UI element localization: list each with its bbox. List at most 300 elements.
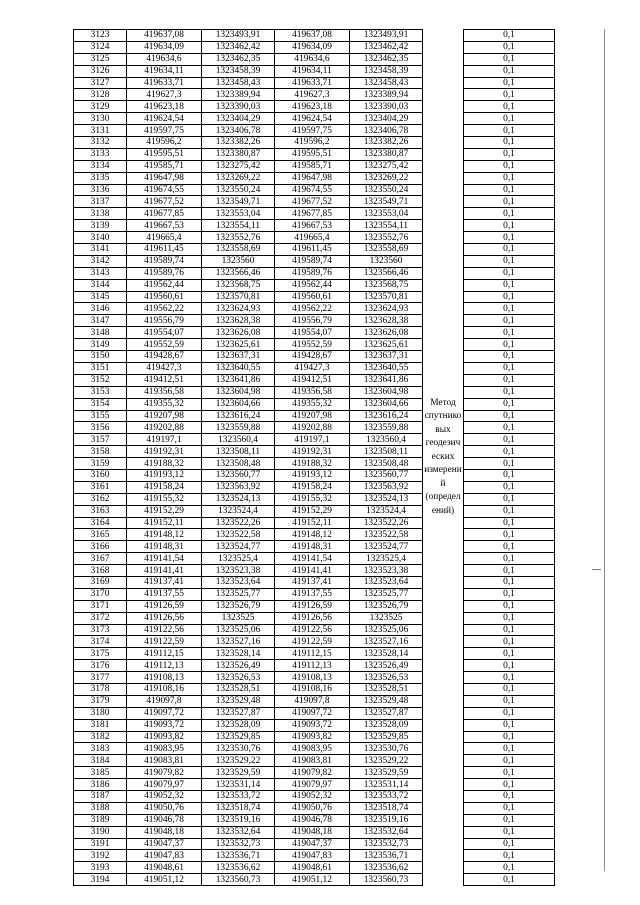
x-coordinate-cell: 419597,75 xyxy=(127,125,202,137)
table-row xyxy=(74,767,555,779)
x-coordinate-cell: 419152,29 xyxy=(275,505,350,517)
y-coordinate-cell: 1323550,24 xyxy=(350,184,423,196)
y-coordinate-cell: 1323523,64 xyxy=(350,576,423,588)
x-coordinate-cell: 419152,29 xyxy=(127,505,202,517)
y-coordinate-cell: 1323529,59 xyxy=(350,767,423,779)
x-coordinate-cell: 419674,55 xyxy=(275,184,350,196)
accuracy-cell: 0,1 xyxy=(464,160,555,172)
y-coordinate-cell: 1323529,85 xyxy=(350,731,423,743)
x-coordinate-cell: 419202,88 xyxy=(275,422,350,434)
y-coordinate-cell: 1323560,73 xyxy=(350,874,423,886)
x-coordinate-cell: 419677,52 xyxy=(127,196,202,208)
y-coordinate-cell: 1323522,58 xyxy=(202,529,275,541)
table-row xyxy=(74,255,555,267)
point-number-cell: 3192 xyxy=(74,850,127,862)
y-coordinate-cell: 1323518,74 xyxy=(202,802,275,814)
point-number-cell: 3180 xyxy=(74,707,127,719)
x-coordinate-cell: 419596,2 xyxy=(127,137,202,149)
x-coordinate-cell: 419079,82 xyxy=(127,767,202,779)
y-coordinate-cell: 1323533,72 xyxy=(350,791,423,803)
accuracy-cell: 0,1 xyxy=(464,303,555,315)
point-number-cell: 3191 xyxy=(74,838,127,850)
y-coordinate-cell: 1323527,16 xyxy=(350,636,423,648)
y-coordinate-cell: 1323390,03 xyxy=(202,101,275,113)
x-coordinate-cell: 419052,32 xyxy=(127,791,202,803)
accuracy-cell: 0,1 xyxy=(464,493,555,505)
x-coordinate-cell: 419634,09 xyxy=(127,41,202,53)
accuracy-cell: 0,1 xyxy=(464,374,555,386)
x-coordinate-cell: 419122,59 xyxy=(127,636,202,648)
point-number-cell: 3147 xyxy=(74,315,127,327)
y-coordinate-cell: 1323528,14 xyxy=(350,648,423,660)
accuracy-cell: 0,1 xyxy=(464,850,555,862)
y-coordinate-cell: 1323524,4 xyxy=(202,505,275,517)
x-coordinate-cell: 419624,54 xyxy=(275,113,350,125)
accuracy-cell: 0,1 xyxy=(464,660,555,672)
x-coordinate-cell: 419083,81 xyxy=(127,755,202,767)
accuracy-cell: 0,1 xyxy=(464,600,555,612)
table-row xyxy=(74,612,555,624)
accuracy-cell: 0,1 xyxy=(464,588,555,600)
point-number-cell: 3129 xyxy=(74,101,127,113)
table-row xyxy=(74,850,555,862)
table-row xyxy=(74,481,555,493)
point-number-cell: 3165 xyxy=(74,529,127,541)
x-coordinate-cell: 419079,82 xyxy=(275,767,350,779)
table-row xyxy=(74,30,555,42)
point-number-cell: 3161 xyxy=(74,481,127,493)
table-row xyxy=(74,862,555,874)
y-coordinate-cell: 1323552,76 xyxy=(350,232,423,244)
y-coordinate-cell: 1323625,61 xyxy=(202,339,275,351)
y-coordinate-cell: 1323529,22 xyxy=(202,755,275,767)
accuracy-cell: 0,1 xyxy=(464,255,555,267)
y-coordinate-cell: 1323560,77 xyxy=(202,469,275,481)
method-note: Метод спутнико вых геодезич еских измерени й (определ ений) xyxy=(424,397,462,516)
y-coordinate-cell: 1323519,16 xyxy=(350,814,423,826)
x-coordinate-cell: 419051,12 xyxy=(127,874,202,886)
coordinates-table-body xyxy=(74,30,555,886)
y-coordinate-cell: 1323458,39 xyxy=(202,65,275,77)
x-coordinate-cell: 419560,61 xyxy=(127,291,202,303)
y-coordinate-cell: 1323624,93 xyxy=(350,303,423,315)
y-coordinate-cell: 1323526,53 xyxy=(202,672,275,684)
accuracy-cell: 0,1 xyxy=(464,53,555,65)
x-coordinate-cell: 419634,6 xyxy=(127,53,202,65)
x-coordinate-cell: 419665,4 xyxy=(275,232,350,244)
y-coordinate-cell: 1323558,69 xyxy=(202,244,275,256)
x-coordinate-cell: 419556,79 xyxy=(127,315,202,327)
x-coordinate-cell: 419141,41 xyxy=(275,565,350,577)
x-coordinate-cell: 419595,51 xyxy=(127,148,202,160)
y-coordinate-cell: 1323523,64 xyxy=(202,576,275,588)
x-coordinate-cell: 419627,3 xyxy=(127,89,202,101)
table-row xyxy=(74,874,555,886)
point-number-cell: 3126 xyxy=(74,65,127,77)
table-row xyxy=(74,838,555,850)
accuracy-cell: 0,1 xyxy=(464,458,555,470)
point-number-cell: 3186 xyxy=(74,779,127,791)
accuracy-cell: 0,1 xyxy=(464,172,555,184)
x-coordinate-cell: 419595,51 xyxy=(275,148,350,160)
x-coordinate-cell: 419560,61 xyxy=(275,291,350,303)
x-coordinate-cell: 419141,41 xyxy=(127,565,202,577)
y-coordinate-cell: 1323536,62 xyxy=(350,862,423,874)
point-number-cell: 3160 xyxy=(74,469,127,481)
x-coordinate-cell: 419192,31 xyxy=(127,446,202,458)
x-coordinate-cell: 419126,59 xyxy=(127,600,202,612)
y-coordinate-cell: 1323528,09 xyxy=(350,719,423,731)
y-coordinate-cell: 1323522,26 xyxy=(202,517,275,529)
x-coordinate-cell: 419633,71 xyxy=(127,77,202,89)
table-row xyxy=(74,458,555,470)
point-number-cell: 3123 xyxy=(74,30,127,42)
x-coordinate-cell: 419126,56 xyxy=(127,612,202,624)
x-coordinate-cell: 419562,22 xyxy=(275,303,350,315)
accuracy-cell: 0,1 xyxy=(464,446,555,458)
point-number-cell: 3179 xyxy=(74,695,127,707)
y-coordinate-cell: 1323553,04 xyxy=(350,208,423,220)
table-row xyxy=(74,648,555,660)
x-coordinate-cell: 419148,12 xyxy=(275,529,350,541)
accuracy-cell: 0,1 xyxy=(464,481,555,493)
accuracy-cell: 0,1 xyxy=(464,707,555,719)
x-coordinate-cell: 419667,53 xyxy=(127,220,202,232)
y-coordinate-cell: 1323624,93 xyxy=(202,303,275,315)
y-coordinate-cell: 1323530,76 xyxy=(350,743,423,755)
x-coordinate-cell: 419097,72 xyxy=(127,707,202,719)
y-coordinate-cell: 1323640,55 xyxy=(202,362,275,374)
table-row xyxy=(74,493,555,505)
y-coordinate-cell: 1323560,73 xyxy=(202,874,275,886)
point-number-cell: 3188 xyxy=(74,802,127,814)
y-coordinate-cell: 1323525,4 xyxy=(350,553,423,565)
x-coordinate-cell: 419623,18 xyxy=(275,101,350,113)
y-coordinate-cell: 1323528,51 xyxy=(350,683,423,695)
y-coordinate-cell: 1323380,87 xyxy=(350,148,423,160)
x-coordinate-cell: 419355,32 xyxy=(275,398,350,410)
y-coordinate-cell: 1323406,78 xyxy=(202,125,275,137)
x-coordinate-cell: 419097,8 xyxy=(127,695,202,707)
x-coordinate-cell: 419112,13 xyxy=(127,660,202,672)
x-coordinate-cell: 419647,98 xyxy=(127,172,202,184)
y-coordinate-cell: 1323570,81 xyxy=(350,291,423,303)
x-coordinate-cell: 419207,98 xyxy=(127,410,202,422)
table-row xyxy=(74,351,555,363)
point-number-cell: 3190 xyxy=(74,826,127,838)
table-row xyxy=(74,327,555,339)
point-number-cell: 3164 xyxy=(74,517,127,529)
x-coordinate-cell: 419428,67 xyxy=(275,351,350,363)
point-number-cell: 3153 xyxy=(74,386,127,398)
accuracy-cell: 0,1 xyxy=(464,695,555,707)
x-coordinate-cell: 419093,72 xyxy=(275,719,350,731)
x-coordinate-cell: 419562,22 xyxy=(127,303,202,315)
accuracy-cell: 0,1 xyxy=(464,244,555,256)
x-coordinate-cell: 419137,55 xyxy=(127,588,202,600)
x-coordinate-cell: 419637,08 xyxy=(127,30,202,42)
x-coordinate-cell: 419589,76 xyxy=(275,267,350,279)
point-number-cell: 3193 xyxy=(74,862,127,874)
point-number-cell: 3166 xyxy=(74,541,127,553)
x-coordinate-cell: 419108,13 xyxy=(275,672,350,684)
accuracy-cell: 0,1 xyxy=(464,755,555,767)
table-row xyxy=(74,517,555,529)
y-coordinate-cell: 1323566,46 xyxy=(202,267,275,279)
table-row xyxy=(74,77,555,89)
point-number-cell: 3130 xyxy=(74,113,127,125)
x-coordinate-cell: 419083,95 xyxy=(127,743,202,755)
x-coordinate-cell: 419665,4 xyxy=(127,232,202,244)
accuracy-cell: 0,1 xyxy=(464,648,555,660)
y-coordinate-cell: 1323628,38 xyxy=(202,315,275,327)
y-coordinate-cell: 1323269,22 xyxy=(350,172,423,184)
y-coordinate-cell: 1323527,87 xyxy=(350,707,423,719)
accuracy-cell: 0,1 xyxy=(464,529,555,541)
y-coordinate-cell: 1323628,38 xyxy=(350,315,423,327)
accuracy-cell: 0,1 xyxy=(464,791,555,803)
point-number-cell: 3163 xyxy=(74,505,127,517)
y-coordinate-cell: 1323566,46 xyxy=(350,267,423,279)
y-coordinate-cell: 1323390,03 xyxy=(350,101,423,113)
x-coordinate-cell: 419050,76 xyxy=(275,802,350,814)
y-coordinate-cell: 1323641,86 xyxy=(350,374,423,386)
y-coordinate-cell: 1323625,61 xyxy=(350,339,423,351)
x-coordinate-cell: 419047,37 xyxy=(127,838,202,850)
y-coordinate-cell: 1323531,14 xyxy=(202,779,275,791)
point-number-cell: 3131 xyxy=(74,125,127,137)
accuracy-cell: 0,1 xyxy=(464,113,555,125)
table-row xyxy=(74,505,555,517)
accuracy-cell: 0,1 xyxy=(464,779,555,791)
x-coordinate-cell: 419097,8 xyxy=(275,695,350,707)
table-row xyxy=(74,565,555,577)
x-coordinate-cell: 419427,3 xyxy=(127,362,202,374)
x-coordinate-cell: 419585,71 xyxy=(127,160,202,172)
y-coordinate-cell: 1323616,24 xyxy=(202,410,275,422)
y-coordinate-cell: 1323275,42 xyxy=(202,160,275,172)
point-number-cell: 3185 xyxy=(74,767,127,779)
point-number-cell: 3125 xyxy=(74,53,127,65)
accuracy-cell: 0,1 xyxy=(464,576,555,588)
accuracy-cell: 0,1 xyxy=(464,386,555,398)
accuracy-cell: 0,1 xyxy=(464,89,555,101)
x-coordinate-cell: 419148,31 xyxy=(127,541,202,553)
y-coordinate-cell: 1323525 xyxy=(350,612,423,624)
x-coordinate-cell: 419634,6 xyxy=(275,53,350,65)
table-row xyxy=(74,148,555,160)
coordinates-table xyxy=(73,29,555,886)
y-coordinate-cell: 1323604,66 xyxy=(350,398,423,410)
accuracy-cell: 0,1 xyxy=(464,683,555,695)
page-right-rule xyxy=(604,29,605,871)
table-row xyxy=(74,683,555,695)
accuracy-cell: 0,1 xyxy=(464,77,555,89)
y-coordinate-cell: 1323406,78 xyxy=(350,125,423,137)
table-row xyxy=(74,541,555,553)
y-coordinate-cell: 1323528,14 xyxy=(202,648,275,660)
point-number-cell: 3134 xyxy=(74,160,127,172)
x-coordinate-cell: 419611,45 xyxy=(275,244,350,256)
x-coordinate-cell: 419634,09 xyxy=(275,41,350,53)
x-coordinate-cell: 419623,18 xyxy=(127,101,202,113)
y-coordinate-cell: 1323570,81 xyxy=(202,291,275,303)
y-coordinate-cell: 1323508,11 xyxy=(202,446,275,458)
table-row xyxy=(74,826,555,838)
x-coordinate-cell: 419126,56 xyxy=(275,612,350,624)
table-row xyxy=(74,779,555,791)
y-coordinate-cell: 1323526,79 xyxy=(350,600,423,612)
accuracy-cell: 0,1 xyxy=(464,469,555,481)
table-row xyxy=(74,422,555,434)
y-coordinate-cell: 1323524,77 xyxy=(350,541,423,553)
x-coordinate-cell: 419112,15 xyxy=(275,648,350,660)
x-coordinate-cell: 419589,74 xyxy=(127,255,202,267)
x-coordinate-cell: 419637,08 xyxy=(275,30,350,42)
y-coordinate-cell: 1323525,77 xyxy=(350,588,423,600)
accuracy-cell: 0,1 xyxy=(464,137,555,149)
y-coordinate-cell: 1323604,98 xyxy=(350,386,423,398)
accuracy-cell: 0,1 xyxy=(464,279,555,291)
y-coordinate-cell: 1323529,22 xyxy=(350,755,423,767)
table-row xyxy=(74,529,555,541)
x-coordinate-cell: 419356,58 xyxy=(127,386,202,398)
x-coordinate-cell: 419093,82 xyxy=(127,731,202,743)
y-coordinate-cell: 1323525,06 xyxy=(202,624,275,636)
y-coordinate-cell: 1323389,94 xyxy=(202,89,275,101)
table-row xyxy=(74,695,555,707)
accuracy-cell: 0,1 xyxy=(464,220,555,232)
accuracy-cell: 0,1 xyxy=(464,339,555,351)
accuracy-cell: 0,1 xyxy=(464,624,555,636)
y-coordinate-cell: 1323528,09 xyxy=(202,719,275,731)
accuracy-cell: 0,1 xyxy=(464,565,555,577)
x-coordinate-cell: 419428,67 xyxy=(127,351,202,363)
table-row xyxy=(74,53,555,65)
y-coordinate-cell: 1323532,73 xyxy=(202,838,275,850)
x-coordinate-cell: 419152,11 xyxy=(127,517,202,529)
x-coordinate-cell: 419141,54 xyxy=(127,553,202,565)
y-coordinate-cell: 1323404,29 xyxy=(202,113,275,125)
point-number-cell: 3136 xyxy=(74,184,127,196)
point-number-cell: 3170 xyxy=(74,588,127,600)
point-number-cell: 3135 xyxy=(74,172,127,184)
y-coordinate-cell: 1323532,73 xyxy=(350,838,423,850)
y-coordinate-cell: 1323536,62 xyxy=(202,862,275,874)
x-coordinate-cell: 419554,07 xyxy=(127,327,202,339)
accuracy-cell: 0,1 xyxy=(464,208,555,220)
accuracy-cell: 0,1 xyxy=(464,362,555,374)
accuracy-cell: 0,1 xyxy=(464,291,555,303)
point-number-cell: 3175 xyxy=(74,648,127,660)
y-coordinate-cell: 1323626,08 xyxy=(350,327,423,339)
y-coordinate-cell: 1323525,4 xyxy=(202,553,275,565)
x-coordinate-cell: 419585,71 xyxy=(275,160,350,172)
table-row xyxy=(74,469,555,481)
y-coordinate-cell: 1323563,92 xyxy=(202,481,275,493)
point-number-cell: 3158 xyxy=(74,446,127,458)
table-row xyxy=(74,814,555,826)
accuracy-cell: 0,1 xyxy=(464,315,555,327)
point-number-cell: 3155 xyxy=(74,410,127,422)
y-coordinate-cell: 1323462,35 xyxy=(350,53,423,65)
x-coordinate-cell: 419079,97 xyxy=(275,779,350,791)
table-row xyxy=(74,707,555,719)
x-coordinate-cell: 419552,59 xyxy=(127,339,202,351)
point-number-cell: 3140 xyxy=(74,232,127,244)
y-coordinate-cell: 1323558,69 xyxy=(350,244,423,256)
accuracy-cell: 0,1 xyxy=(464,874,555,886)
y-coordinate-cell: 1323524,13 xyxy=(350,493,423,505)
y-coordinate-cell: 1323458,43 xyxy=(350,77,423,89)
x-coordinate-cell: 419079,97 xyxy=(127,779,202,791)
point-number-cell: 3142 xyxy=(74,255,127,267)
y-coordinate-cell: 1323526,49 xyxy=(202,660,275,672)
y-coordinate-cell: 1323493,91 xyxy=(350,30,423,42)
accuracy-cell: 0,1 xyxy=(464,826,555,838)
point-number-cell: 3194 xyxy=(74,874,127,886)
accuracy-cell: 0,1 xyxy=(464,767,555,779)
y-coordinate-cell: 1323518,74 xyxy=(350,802,423,814)
x-coordinate-cell: 419112,13 xyxy=(275,660,350,672)
x-coordinate-cell: 419046,78 xyxy=(127,814,202,826)
table-row xyxy=(74,279,555,291)
table-row xyxy=(74,89,555,101)
accuracy-cell: 0,1 xyxy=(464,196,555,208)
accuracy-cell: 0,1 xyxy=(464,398,555,410)
accuracy-cell: 0,1 xyxy=(464,327,555,339)
y-coordinate-cell: 1323549,71 xyxy=(202,196,275,208)
point-number-cell: 3150 xyxy=(74,351,127,363)
x-coordinate-cell: 419589,76 xyxy=(127,267,202,279)
y-coordinate-cell: 1323532,64 xyxy=(202,826,275,838)
point-number-cell: 3137 xyxy=(74,196,127,208)
accuracy-cell: 0,1 xyxy=(464,434,555,446)
accuracy-cell: 0,1 xyxy=(464,719,555,731)
y-coordinate-cell: 1323533,72 xyxy=(202,791,275,803)
x-coordinate-cell: 419202,88 xyxy=(127,422,202,434)
accuracy-cell: 0,1 xyxy=(464,553,555,565)
table-row xyxy=(74,553,555,565)
table-row xyxy=(74,672,555,684)
table-row xyxy=(74,137,555,149)
x-coordinate-cell: 419126,59 xyxy=(275,600,350,612)
y-coordinate-cell: 1323553,04 xyxy=(202,208,275,220)
x-coordinate-cell: 419152,11 xyxy=(275,517,350,529)
x-coordinate-cell: 419050,76 xyxy=(127,802,202,814)
table-row xyxy=(74,576,555,588)
y-coordinate-cell: 1323462,42 xyxy=(350,41,423,53)
x-coordinate-cell: 419112,15 xyxy=(127,648,202,660)
table-row xyxy=(74,600,555,612)
x-coordinate-cell: 419046,78 xyxy=(275,814,350,826)
x-coordinate-cell: 419633,71 xyxy=(275,77,350,89)
x-coordinate-cell: 419677,85 xyxy=(127,208,202,220)
point-number-cell: 3184 xyxy=(74,755,127,767)
x-coordinate-cell: 419427,3 xyxy=(275,362,350,374)
y-coordinate-cell: 1323528,51 xyxy=(202,683,275,695)
y-coordinate-cell: 1323529,85 xyxy=(202,731,275,743)
x-coordinate-cell: 419097,72 xyxy=(275,707,350,719)
y-coordinate-cell: 1323536,71 xyxy=(202,850,275,862)
x-coordinate-cell: 419562,44 xyxy=(275,279,350,291)
accuracy-cell: 0,1 xyxy=(464,505,555,517)
point-number-cell: 3187 xyxy=(74,791,127,803)
x-coordinate-cell: 419677,85 xyxy=(275,208,350,220)
y-coordinate-cell: 1323522,26 xyxy=(350,517,423,529)
table-row xyxy=(74,446,555,458)
y-coordinate-cell: 1323529,48 xyxy=(202,695,275,707)
